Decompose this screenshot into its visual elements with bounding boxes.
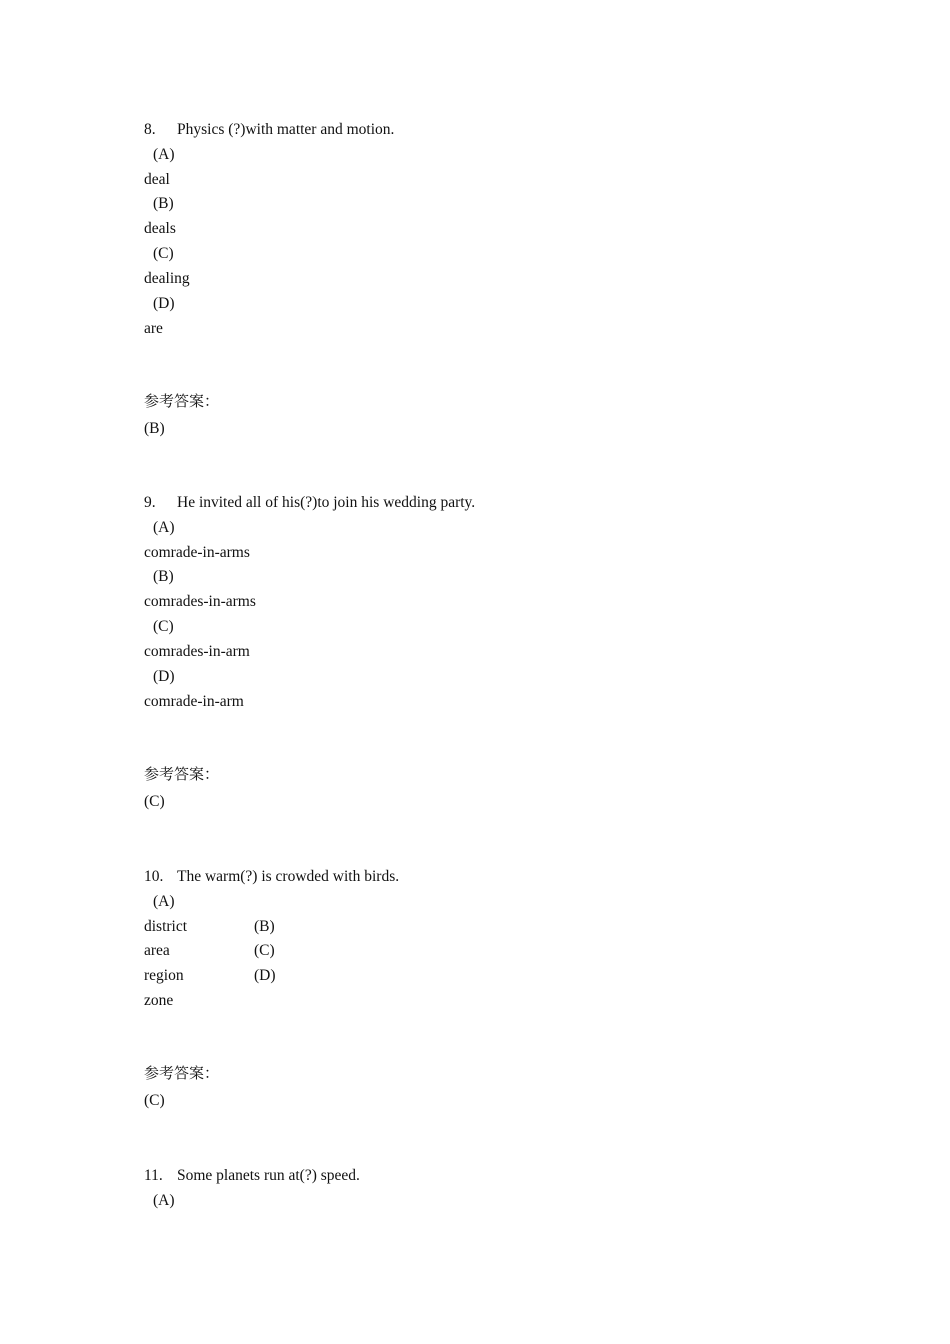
option-text-c: dealing [144,270,190,287]
question-text: The warm(?) is crowded with birds. [177,868,400,885]
question-number: 11. [144,1167,163,1184]
option-letter-b: (B) [254,918,275,935]
option-text-c: region [144,967,184,984]
question-text: He invited all of his(?)to join his wedding party. [177,494,476,511]
answer-value: (C) [144,793,165,810]
option-letter-a: (A) [153,146,175,163]
option-letter-c: (C) [153,618,174,635]
option-text-a: deal [144,171,170,188]
question-number: 9. [144,494,156,511]
option-letter-b: (B) [153,568,174,585]
option-text-d: are [144,320,163,337]
option-letter-a: (A) [153,893,175,910]
option-letter-d: (D) [254,967,276,984]
question-text: Some planets run at(?) speed. [177,1167,360,1184]
option-letter-c: (C) [254,942,275,959]
option-text-b: comrades-in-arms [144,593,256,610]
option-text-d: comrade-in-arm [144,693,244,710]
option-letter-c: (C) [153,245,174,262]
option-letter-b: (B) [153,195,174,212]
question-number: 8. [144,121,156,138]
option-text-a: district [144,918,188,935]
option-letter-d: (D) [153,668,175,685]
option-letter-a: (A) [153,1192,175,1209]
option-text-c: comrades-in-arm [144,643,250,660]
question-number: 10. [144,868,164,885]
answer-value: (C) [144,1092,165,1109]
option-text-b: area [144,942,170,959]
answer-label: 参考答案： [144,765,220,783]
option-text-b: deals [144,220,176,237]
option-text-d: zone [144,992,174,1009]
option-text-a: comrade-in-arms [144,544,250,561]
answer-label: 参考答案： [144,392,220,410]
answer-value: (B) [144,420,165,437]
option-letter-a: (A) [153,519,175,536]
option-letter-d: (D) [153,295,175,312]
question-text: Physics (?)with matter and motion. [177,121,395,138]
answer-label: 参考答案： [144,1064,220,1082]
